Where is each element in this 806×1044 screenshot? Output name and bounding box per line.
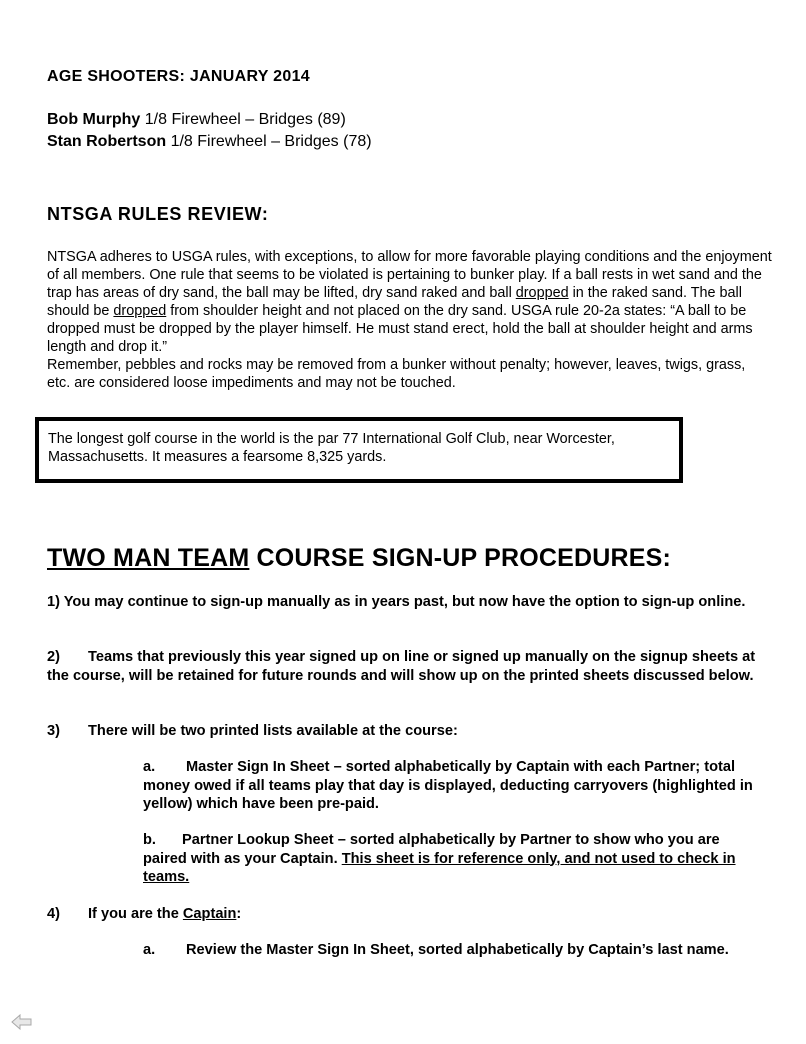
heading-underlined: TWO MAN TEAM [47, 544, 250, 572]
signup-heading [47, 544, 671, 573]
age-shooter-entry [47, 133, 372, 151]
rules-review-body [47, 248, 772, 392]
rules-text: NTSGA adheres to USGA rules, with exceptions, to allow for more favorable playing conditions and the enjoyment of all members. One rule that seems to be violated is pertaining to bunker play. If a ball rests in wet sand and the trap has areas of dry sand, the ball may be lifted, dry sand raked and ball [47, 249, 772, 301]
procedure-item-3 [47, 722, 772, 741]
rules-text: from shoulder height and not placed on the dry sand. USGA rule 20-2a states: “A ball to be dropped must be dropped by the player himself. He must stand erect, hold the ball at shoulder height and arms length and drop it.” [47, 303, 753, 355]
procedure-text: There will be two printed lists available at the course: [88, 723, 458, 739]
back-arrow-icon[interactable] [11, 1014, 33, 1030]
shooter-detail: 1/8 Firewheel – Bridges (89) [144, 111, 346, 128]
rules-paragraph: Remember, pebbles and rocks may be removed from a bunker without penalty; however, leaves, twigs, grass, etc. are considered loose impediments and may not be touched. [47, 357, 746, 391]
procedure-text: Master Sign In Sheet – sorted alphabetically by Captain with each Partner; total money owed if all teams play that day is displayed, deducting carryovers (highlighted in yellow) which have been pre-paid. [143, 759, 753, 812]
underlined-word: dropped [113, 303, 167, 319]
item-letter: a. [143, 759, 156, 775]
procedure-text: If you are the [88, 906, 183, 922]
procedure-item-2 [47, 648, 772, 685]
procedure-text: 1) You may continue to sign-up manually as in years past, but now have the option to sign-up online. [47, 594, 746, 610]
item-number: 3) [47, 723, 60, 739]
fact-box [35, 417, 683, 483]
procedure-item-3b [143, 831, 763, 887]
shooter-detail: 1/8 Firewheel – Bridges (78) [170, 133, 372, 150]
rules-paragraph [47, 248, 772, 356]
age-shooters-heading: AGE SHOOTERS: JANUARY 2014 [47, 68, 310, 85]
shooter-name: Stan Robertson [47, 133, 167, 150]
heading-rest: COURSE SIGN-UP PROCEDURES: [249, 544, 672, 572]
procedure-item-4a [143, 941, 763, 960]
age-shooter-entry [47, 111, 346, 129]
rules-text: in the raked sand. The ball should be [47, 285, 742, 319]
procedure-text: Teams that previously this year signed up on line or signed up manually on the signup sheets at the course, will be retained for future rounds and will show up on the printed sheets discussed below. [47, 649, 756, 684]
rules-review-heading: NTSGA RULES REVIEW: [47, 204, 269, 224]
item-letter: b. [143, 832, 156, 848]
shooter-name: Bob Murphy [47, 111, 141, 128]
procedure-text: Partner Lookup Sheet – sorted alphabetically by Partner to show who you are paired with as your Captain. [143, 832, 720, 867]
procedure-item-1 [47, 593, 772, 612]
underlined-note: This sheet is for reference only, and not used to check in teams. [143, 850, 736, 885]
item-number: 4) [47, 906, 60, 922]
item-letter: a. [143, 942, 156, 958]
underlined-word: dropped [515, 285, 569, 301]
underlined-word: Captain [182, 906, 237, 922]
procedure-text: Review the Master Sign In Sheet, sorted alphabetically by Captain’s last name. [186, 942, 729, 958]
fact-text: The longest golf course in the world is the par 77 International Golf Club, near Worcester, Massachusetts. It measures a fearsome 8,325 yards. [48, 431, 615, 465]
item-number: 2) [47, 649, 60, 665]
procedure-item-3a [143, 758, 763, 814]
procedure-text: : [236, 906, 242, 922]
procedure-item-4 [47, 905, 772, 924]
